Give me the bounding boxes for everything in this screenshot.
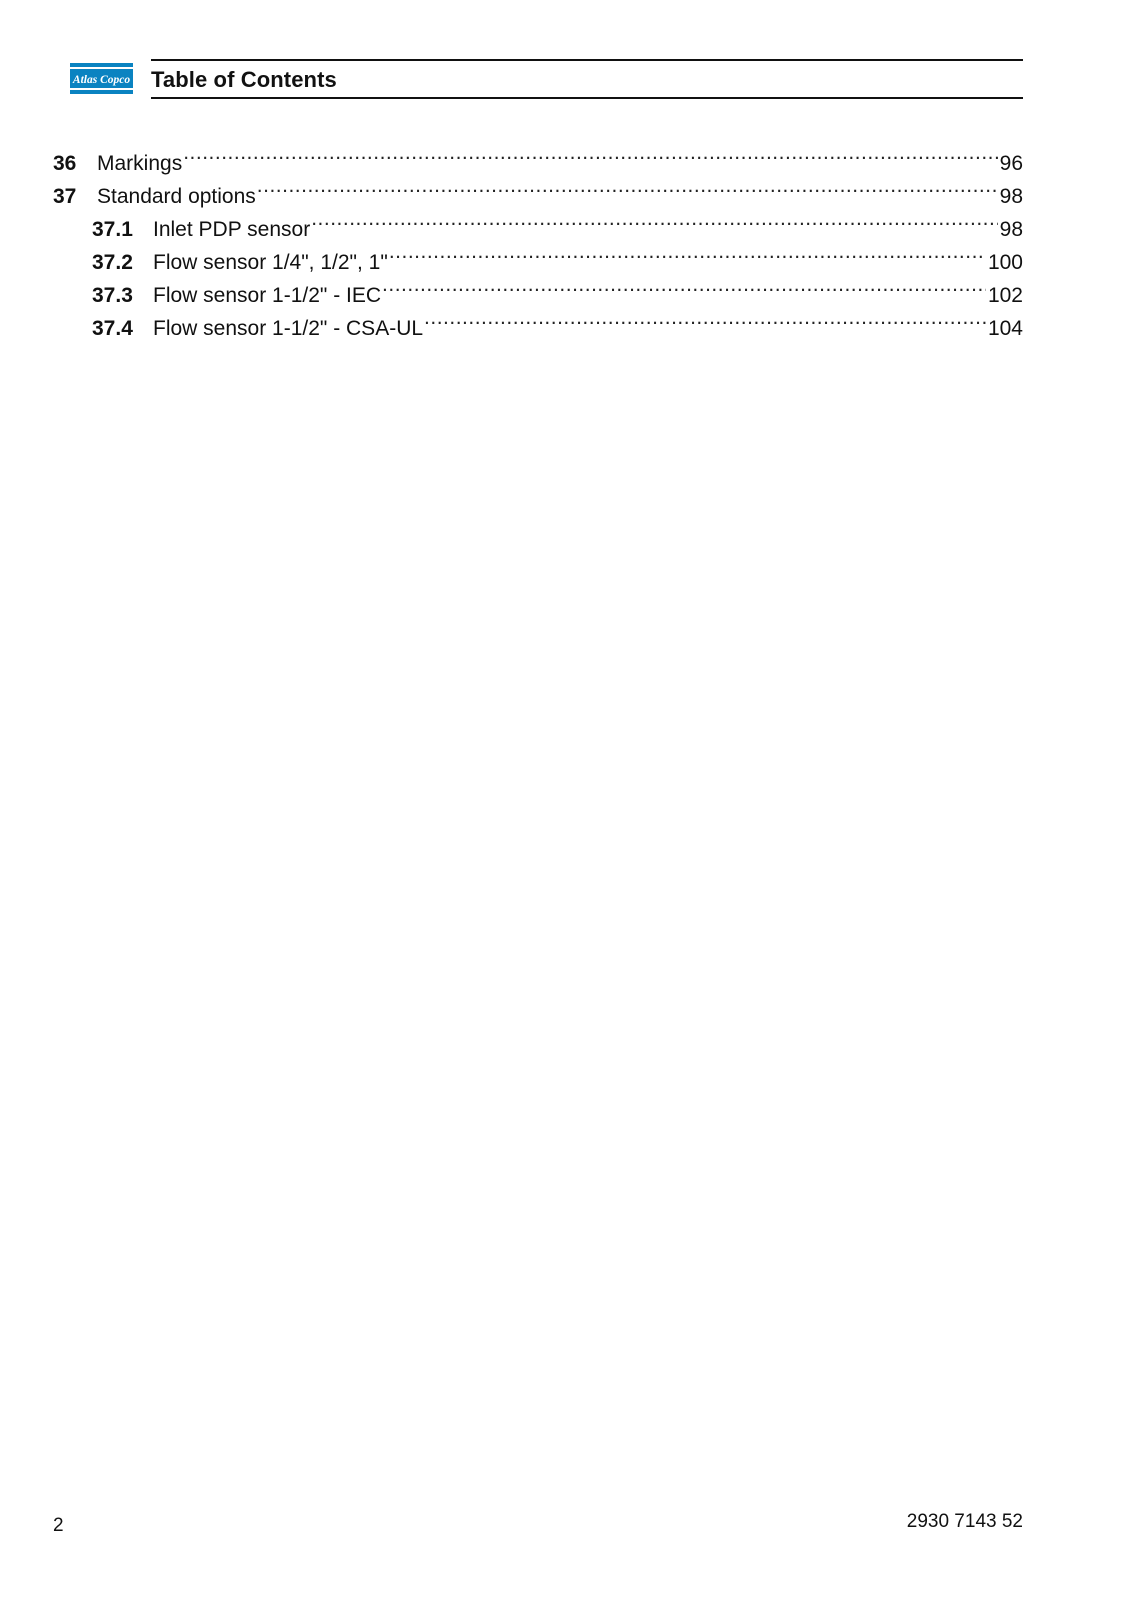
toc-entry-page: 100 [987, 251, 1023, 274]
toc-entry-page: 104 [987, 317, 1023, 340]
footer-page-number: 2 [53, 1515, 64, 1536]
toc-entry-page: 98 [999, 185, 1023, 208]
svg-text:Atlas Copco: Atlas Copco [72, 74, 131, 86]
toc-entry-page: 98 [999, 218, 1023, 241]
toc-entry[interactable] [53, 302, 1023, 340]
toc-entry-number: 37.1 [92, 218, 133, 241]
toc-entry-title: Flow sensor 1/4", 1/2", 1" [153, 251, 388, 274]
toc-entry-page: 96 [999, 152, 1023, 175]
toc-dot-leader [183, 137, 997, 170]
toc-entry-number: 37.3 [92, 284, 133, 307]
toc-entry[interactable] [53, 203, 1023, 241]
toc-entry[interactable] [53, 269, 1023, 307]
toc-entry-title: Inlet PDP sensor [153, 218, 311, 241]
page-title: Table of Contents [151, 67, 337, 92]
toc-entry-page: 102 [987, 284, 1023, 307]
toc-dot-leader [389, 236, 986, 269]
toc-entry-number: 37.4 [92, 317, 133, 340]
toc-entry-title: Flow sensor 1-1/2" - CSA-UL [153, 317, 424, 340]
toc-entry[interactable] [53, 137, 1023, 175]
toc-entry-number: 37 [53, 185, 77, 208]
footer-document-number: 2930 7143 52 [906, 1511, 1023, 1532]
toc-entry[interactable] [53, 170, 1023, 208]
page-header [151, 59, 1023, 99]
toc-dot-leader [311, 203, 997, 236]
toc-dot-leader [382, 269, 986, 302]
toc-entry-title: Standard options [97, 185, 256, 208]
toc-entry-number: 37.2 [92, 251, 133, 274]
toc-dot-leader [424, 302, 986, 335]
atlas-copco-logo [70, 63, 133, 94]
toc-dot-leader [257, 170, 998, 203]
toc-entry-title: Markings [97, 152, 183, 175]
atlas-copco-logo-icon [70, 63, 133, 94]
toc-entry-title: Flow sensor 1-1/2" - IEC [153, 284, 382, 307]
toc-entry[interactable] [53, 236, 1023, 274]
table-of-contents [53, 137, 1023, 340]
toc-entry-number: 36 [53, 152, 77, 175]
